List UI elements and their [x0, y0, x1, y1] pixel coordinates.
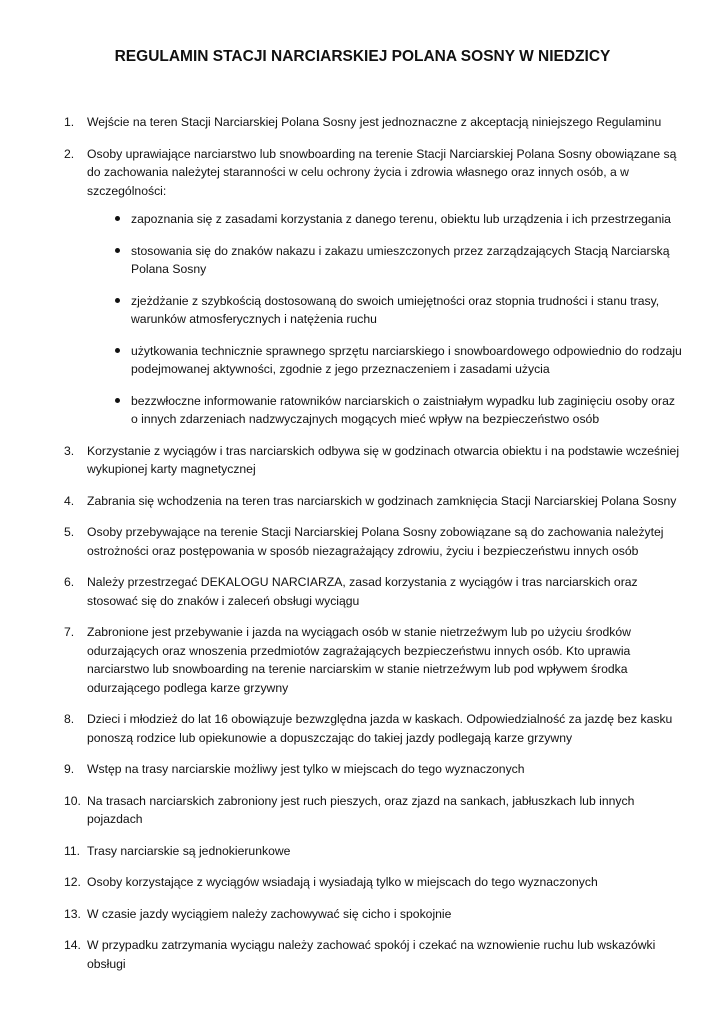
rule-item — [64, 573, 684, 610]
bullet-icon — [115, 298, 120, 303]
rule-item — [64, 873, 684, 892]
rule-text: Dzieci i młodzież do lat 16 obowiązuje bezwzględna jazda w kaskach. Odpowiedzialność za jazdę bez kasku ponoszą rodzice lub opiekunowie a dopuszczając do takiej jazdy podlegają karze grzywny — [87, 712, 673, 745]
rule-text: Należy przestrzegać DEKALOGU NARCIARZA, zasad korzystania z wyciągów i tras narciarskich oraz stosować się do znaków i zaleceń obsługi wyciągu — [87, 575, 638, 608]
sublist-item — [87, 242, 684, 279]
rule-text: W czasie jazdy wyciągiem należy zachowywać się cicho i spokojnie — [87, 906, 452, 921]
sublist-item-text: stosowania się do znaków nakazu i zakazu umieszczonych przez zarządzających Stacją Narciarską Polana Sosny — [131, 243, 670, 276]
rule-text: Wstęp na trasy narciarskie możliwy jest tylko w miejscach do tego wyznaczonych — [87, 762, 525, 776]
rule-item — [64, 842, 684, 861]
rule-text: Osoby przebywające na terenie Stacji Narciarskiej Polana Sosny zobowiązane są do zachowania należytej ostrożności oraz postępowania w sposób niezagrażający zdrowiu, życiu i bezpieczeństwu innych osób — [87, 525, 664, 558]
rule-item — [64, 936, 684, 973]
rule-item — [64, 792, 684, 829]
bullet-icon — [115, 398, 120, 403]
rule-item — [64, 523, 684, 560]
rule-item — [64, 905, 684, 924]
rule-number: 6. — [64, 575, 75, 589]
sublist-item — [87, 210, 684, 229]
rule-number: 3. — [64, 443, 75, 458]
sublist-item — [87, 292, 684, 329]
rule-number: 1. — [64, 115, 75, 129]
rule-item — [64, 623, 684, 697]
rule-text: Zabrania się wchodzenia na teren tras narciarskich w godzinach zamknięcia Stacji Narciarskiej Polana Sosny — [87, 493, 677, 508]
rule-item — [64, 710, 684, 747]
bullet-icon — [115, 216, 120, 221]
rule-sublist — [87, 210, 684, 429]
sublist-item-text: zjeżdżanie z szybkością dostosowaną do swoich umiejętności oraz stopnia trudności i stanu trasy, warunków atmosferycznych i natężenia ruchu — [131, 293, 660, 326]
rule-item — [64, 442, 684, 479]
rule-text: Osoby korzystające z wyciągów wsiadają i wysiadają tylko w miejscach do tego wyznaczonych — [87, 875, 598, 889]
rule-number: 13. — [64, 906, 81, 921]
sublist-item — [87, 392, 684, 429]
rule-number: 2. — [64, 146, 75, 161]
sublist-item-text: bezzwłoczne informowanie ratowników narciarskich o zaistniałym wypadku lub zaginięciu osoby oraz o innych zdarzeniach nadzwyczajnych mogących mieć wpływ na bezpieczeństwo osób — [131, 393, 675, 426]
rule-text: Korzystanie z wyciągów i tras narciarskich odbywa się w godzinach otwarcia obiektu i na podstawie wcześniej wykupionej karty magnetycznej — [87, 443, 680, 476]
rule-number: 12. — [64, 875, 81, 889]
document-title: REGULAMIN STACJI NARCIARSKIEJ POLANA SOSNY W NIEDZICY — [114, 48, 611, 65]
rule-text: Zabronione jest przebywanie i jazda na wyciągach osób w stanie nietrzeźwym lub po użyciu środków odurzających oraz wnoszenia przedmiotów zagrażających bezpieczeństwu innych osób. Kto uprawia narciarstwo lub snowboarding na terenie narciarskim w stanie nietrzeźwym lub pod wpływem środka odurzającego podlega karze grzywny — [87, 625, 631, 695]
rule-number: 4. — [64, 493, 75, 508]
rules-list — [64, 113, 684, 986]
rule-text: Trasy narciarskie są jednokierunkowe — [87, 843, 291, 858]
rule-item — [64, 113, 684, 132]
sublist-item — [87, 342, 684, 379]
rule-number: 14. — [64, 938, 81, 952]
rule-item — [64, 492, 684, 511]
rule-item — [64, 145, 684, 429]
rule-number: 8. — [64, 712, 75, 726]
bullet-icon — [115, 348, 120, 353]
rule-item — [64, 760, 684, 779]
rule-number: 7. — [64, 625, 75, 639]
rule-number: 10. — [64, 793, 81, 808]
sublist-item-text: zapoznania się z zasadami korzystania z danego terenu, obiektu lub urządzenia i ich przestrzegania — [131, 212, 671, 226]
rule-text: Na trasach narciarskich zabroniony jest ruch pieszych, oraz zjazd na sankach, jabłuszkach lub innych pojazdach — [87, 793, 635, 826]
bullet-icon — [115, 248, 120, 253]
sublist-item-text: użytkowania technicznie sprawnego sprzętu narciarskiego i snowboardowego odpowiednio do rodzaju podejmowanej aktywności, zgodnie z jego przeznaczeniem i zasadami użycia — [131, 343, 682, 376]
rule-text: W przypadku zatrzymania wyciągu należy zachować spokój i czekać na wznowienie ruchu lub wskazówki obsługi — [87, 938, 656, 971]
rule-number: 9. — [64, 762, 75, 776]
rule-number: 5. — [64, 525, 75, 539]
rule-number: 11. — [64, 843, 81, 858]
rule-text: Osoby uprawiające narciarstwo lub snowboarding na terenie Stacji Narciarskiej Polana Sosny obowiązane są do zachowania należytej staranności w celu ochrony życia i zdrowia własnego oraz innych osób, a w szczególności: — [87, 146, 677, 198]
rule-text: Wejście na teren Stacji Narciarskiej Polana Sosny jest jednoznaczne z akceptacją niniejszego Regulaminu — [87, 115, 662, 129]
